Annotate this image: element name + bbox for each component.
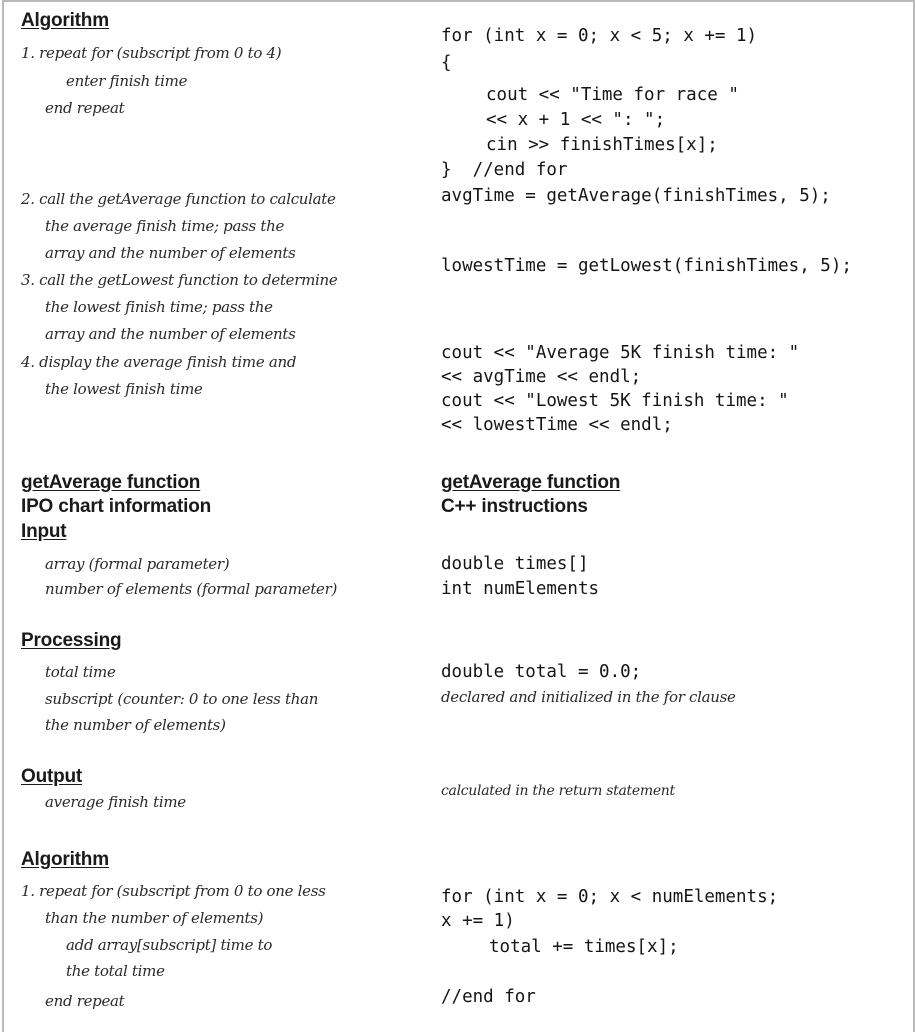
cpp-instructions-subtitle: C++ instructions	[441, 496, 588, 517]
code-line: cin >> finishTimes[x];	[486, 135, 718, 155]
code-line: cout << "Time for race "	[486, 85, 739, 105]
code-line: for (int x = 0; x < numElements;	[441, 887, 779, 907]
algorithm-step: the total time	[66, 962, 165, 980]
output-heading: Output	[21, 766, 83, 787]
output-note: calculated in the return statement	[441, 783, 675, 799]
algorithm-step: 2. call the getAverage function to calculate	[21, 190, 336, 208]
code-line: x += 1)	[441, 911, 515, 931]
code-line: {	[441, 53, 452, 73]
code-line: avgTime = getAverage(finishTimes, 5);	[441, 186, 831, 206]
algorithm-step: end repeat	[45, 99, 125, 117]
ipo-chart-subtitle: IPO chart information	[21, 496, 212, 517]
code-line: double total = 0.0;	[441, 662, 642, 682]
code-line: << x + 1 << ": ";	[486, 110, 666, 130]
input-item: number of elements (formal parameter)	[45, 580, 338, 598]
code-line: << lowestTime << endl;	[441, 415, 673, 435]
algorithm-heading: Algorithm	[21, 10, 109, 31]
code-line: << avgTime << endl;	[441, 367, 642, 387]
algorithm-step: the lowest finish time	[45, 380, 203, 398]
code-line: int numElements	[441, 579, 600, 599]
algorithm-step: the lowest finish time; pass the	[45, 298, 273, 316]
code-line: cout << "Average 5K finish time: "	[441, 343, 800, 363]
processing-heading: Processing	[21, 630, 122, 651]
algorithm-step: array and the number of elements	[45, 325, 296, 343]
code-line: for (int x = 0; x < 5; x += 1)	[441, 26, 758, 46]
code-line: double times[]	[441, 554, 589, 574]
code-line: //end for	[441, 987, 536, 1007]
code-line: lowestTime = getLowest(finishTimes, 5);	[441, 256, 852, 276]
code-line: total += times[x];	[489, 937, 679, 957]
algorithm-step: 4. display the average finish time and	[21, 353, 297, 371]
code-line: } //end for	[441, 160, 568, 180]
input-item: array (formal parameter)	[45, 555, 230, 573]
code-line: cout << "Lowest 5K finish time: "	[441, 391, 789, 411]
algorithm-step: enter finish time	[66, 72, 188, 90]
getaverage-left-title: getAverage function	[21, 472, 201, 493]
algorithm-step: end repeat	[45, 992, 125, 1010]
algorithm-step: add array[subscript] time to	[66, 936, 273, 954]
input-heading: Input	[21, 521, 67, 542]
output-item: average finish time	[45, 793, 186, 811]
algorithm-step: than the number of elements)	[45, 909, 264, 927]
processing-item: the number of elements)	[45, 716, 226, 734]
getaverage-right-title: getAverage function	[441, 472, 621, 493]
algorithm-step: array and the number of elements	[45, 244, 296, 262]
processing-item: subscript (counter: 0 to one less than	[45, 690, 319, 708]
algorithm-step: 3. call the getLowest function to determine	[21, 271, 338, 289]
algorithm-step: 1. repeat for (subscript from 0 to one less	[21, 882, 326, 900]
processing-note: declared and initialized in the for clause	[441, 688, 736, 706]
algorithm-step: the average finish time; pass the	[45, 217, 285, 235]
algorithm-step: 1. repeat for (subscript from 0 to 4)	[21, 44, 282, 62]
algorithm-heading: Algorithm	[21, 849, 109, 870]
processing-item: total time	[45, 663, 116, 681]
